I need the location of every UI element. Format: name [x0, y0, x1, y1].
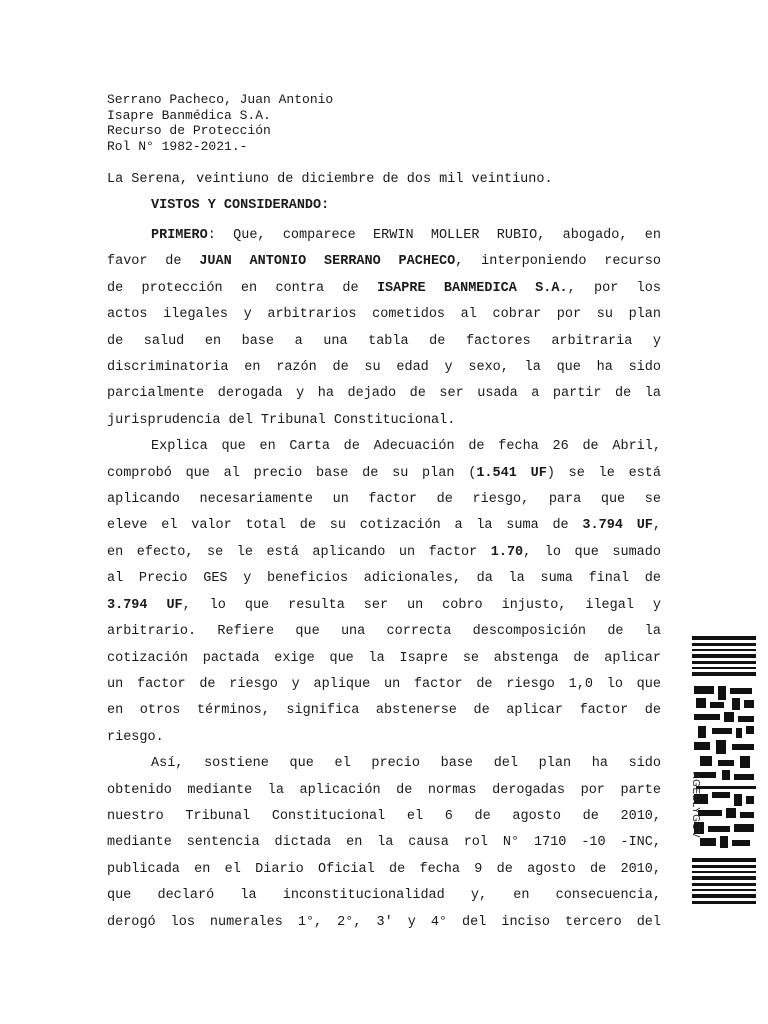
header-line-respondent: Isapre Banmédica S.A. — [107, 107, 271, 123]
header-line-rol: Rol N° 1982-2021.- — [107, 139, 248, 155]
header-line-parties: Serrano Pacheco, Juan Antonio — [107, 92, 334, 107]
verification-barcode — [692, 636, 756, 908]
text-line: riesgo. — [107, 729, 164, 745]
text-line: al Precio GES y beneficios adicionales, da la suma final de — [107, 571, 661, 587]
text-line: parcialmente derogada y ha dejado de ser usada a partir de la — [107, 386, 661, 402]
text-line: que declaró la inconstitucionalidad y, en consecuencia, — [107, 888, 661, 904]
text-line: Así, sostiene que el precio base del plan ha sido — [151, 756, 661, 772]
text-line: 3.794 UF, lo que resulta ser un cobro injusto, ilegal y — [107, 597, 661, 613]
text-line: en otros términos, significa abstenerse de aplicar factor de — [107, 703, 661, 719]
case-header — [107, 92, 333, 155]
text-line: publicada en el Diario Oficial de fecha 9 de agosto de 2010, — [107, 861, 661, 877]
header-line-matter: Recurso de Protección — [107, 123, 271, 139]
text-line: comprobó que al precio base de su plan (1.541 UF) se le está — [107, 465, 662, 481]
dateline: La Serena, veintiuno de diciembre de dos mil veintiuno. — [107, 172, 553, 187]
verification-code: XGEBLYGGV — [690, 772, 701, 839]
document-body — [107, 223, 661, 936]
text-line: obtenido mediante la aplicación de normas derogadas por parte — [107, 782, 661, 798]
text-line: Explica que en Carta de Adecuación de fecha 26 de Abril, — [151, 439, 661, 455]
text-line: arbitrario. Refiere que una correcta descomposición de la — [107, 624, 661, 640]
text-line: derogó los numerales 1°, 2°, 3' y 4° del inciso tercero del — [107, 914, 661, 930]
text-line: jurisprudencia del Tribunal Constitucional. — [107, 412, 456, 428]
text-line: mediante sentencia dictada en la causa rol N° 1710 -10 -INC, — [107, 835, 661, 851]
text-line: cotización pactada exige que la Isapre se abstenga de aplicar — [107, 650, 661, 666]
text-line: de protección en contra de ISAPRE BANMEDICA S.A., por los — [107, 280, 661, 296]
text-line: discriminatoria en razón de su edad y sexo, la que ha sido — [107, 360, 661, 376]
text-line: en efecto, se le está aplicando un factor 1.70, lo que sumado — [107, 544, 661, 560]
text-line: eleve el valor total de su cotización a la suma de 3.794 UF, — [107, 518, 662, 534]
text-line: favor de JUAN ANTONIO SERRANO PACHECO, interponiendo recurso — [107, 254, 661, 270]
text-line: actos ilegales y arbitrarios cometidos al cobrar por su plan — [107, 307, 661, 323]
text-line: nuestro Tribunal Constitucional el 6 de agosto de 2010, — [107, 808, 661, 824]
section-heading: VISTOS Y CONSIDERANDO: — [151, 198, 330, 213]
text-line: de salud en base a una tabla de factores arbitraria y — [107, 333, 661, 349]
text-line: aplicando necesariamente un factor de riesgo, para que se — [107, 492, 661, 508]
text-line: PRIMERO: Que, comparece ERWIN MOLLER RUBIO, abogado, en — [151, 228, 661, 243]
text-line: un factor de riesgo y aplique un factor de riesgo 1,0 lo que — [107, 676, 661, 692]
